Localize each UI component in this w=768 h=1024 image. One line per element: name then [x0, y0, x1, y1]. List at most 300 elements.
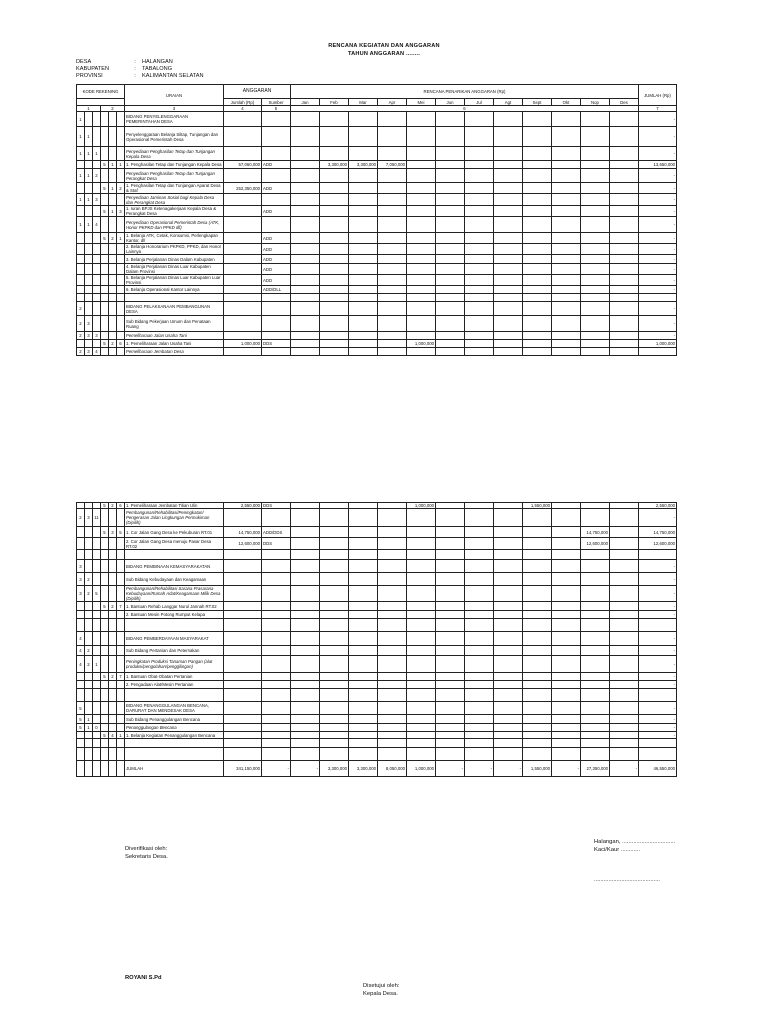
month-cell — [581, 550, 610, 560]
month-cell — [465, 538, 494, 550]
code-cell — [109, 689, 117, 702]
month-cell — [378, 302, 407, 316]
month-cell — [320, 673, 349, 681]
month-cell — [291, 611, 320, 619]
code-cell — [85, 244, 93, 255]
code-cell: 4 — [77, 632, 85, 646]
month-cell — [291, 302, 320, 316]
month-cell — [407, 715, 436, 724]
month-cell — [407, 244, 436, 255]
code-cell — [77, 264, 85, 275]
code-cell: 3 — [85, 316, 93, 332]
code-cell — [109, 646, 117, 656]
month-cell — [291, 183, 320, 194]
anggaran-cell — [224, 244, 262, 255]
code-cell — [93, 646, 101, 656]
code-cell: 1 — [85, 194, 93, 206]
sign-dotline: ......................................... — [594, 877, 661, 883]
month-cell — [494, 348, 523, 356]
header-anggaran: ANGGARAN — [224, 85, 291, 99]
code-cell: 1 — [93, 147, 101, 161]
month-cell — [378, 332, 407, 340]
month-cell — [436, 217, 465, 233]
code-cell — [117, 560, 125, 573]
code-cell — [101, 689, 109, 702]
code-cell: 2 — [85, 656, 93, 673]
code-cell — [109, 194, 117, 206]
month-cell — [465, 264, 494, 275]
rab-table-page-1 — [76, 84, 677, 356]
table-row — [77, 169, 677, 183]
month-cell — [552, 127, 581, 147]
uraian-cell: Penanggulangan Bencana — [125, 724, 224, 732]
total-grand: 46,550,000 — [639, 761, 677, 777]
code-cell — [109, 244, 117, 255]
month-cell — [436, 739, 465, 748]
month-cell — [494, 286, 523, 294]
month-cell — [291, 233, 320, 244]
month-cell — [552, 348, 581, 356]
sumber-cell — [262, 294, 291, 302]
table-row — [77, 646, 677, 656]
month-cell — [610, 112, 639, 127]
month-cell: 3,300,000 — [349, 161, 378, 169]
month-cell — [378, 602, 407, 611]
month-cell — [378, 673, 407, 681]
uraian-cell: 2. Cor Jalan Gang Desa menuju Pasar Desa RT.02 — [125, 538, 224, 550]
month-cell — [291, 715, 320, 724]
month-cell — [407, 748, 436, 761]
anggaran-cell — [224, 550, 262, 560]
month-cell — [320, 294, 349, 302]
header-num: 2 — [101, 106, 125, 112]
code-cell: 6 — [117, 503, 125, 509]
month-cell — [552, 217, 581, 233]
month-cell — [407, 264, 436, 275]
anggaran-cell — [224, 656, 262, 673]
month-cell — [581, 183, 610, 194]
header-month: Mei — [407, 99, 436, 106]
month-cell — [494, 294, 523, 302]
month-cell — [436, 244, 465, 255]
code-cell — [101, 611, 109, 619]
month-cell — [320, 348, 349, 356]
jumlah-cell: - — [639, 509, 677, 527]
month-cell — [610, 147, 639, 161]
code-cell — [109, 560, 117, 573]
month-cell — [465, 147, 494, 161]
month-cell — [291, 681, 320, 689]
code-cell — [109, 538, 117, 550]
code-cell: 5 — [101, 340, 109, 348]
month-cell — [291, 255, 320, 264]
month-cell — [407, 724, 436, 732]
month-cell — [320, 509, 349, 527]
month-cell — [552, 147, 581, 161]
month-cell — [349, 681, 378, 689]
table-row — [77, 724, 677, 732]
month-cell — [436, 632, 465, 646]
uraian-cell: 1. Cor Jalan Gang Desa ke Pekuburan RT.01 — [125, 527, 224, 538]
anggaran-cell — [224, 560, 262, 573]
month-cell — [465, 619, 494, 632]
code-cell — [93, 611, 101, 619]
code-cell — [117, 724, 125, 732]
code-cell — [93, 244, 101, 255]
month-cell — [436, 332, 465, 340]
month-cell — [378, 217, 407, 233]
anggaran-cell — [224, 573, 262, 586]
month-cell — [552, 602, 581, 611]
sumber-cell — [262, 127, 291, 147]
table-row — [77, 332, 677, 340]
month-cell — [494, 147, 523, 161]
anggaran-cell: 12,600,000 — [224, 538, 262, 550]
month-cell — [320, 573, 349, 586]
month-cell — [320, 233, 349, 244]
month-cell — [320, 748, 349, 761]
uraian-cell: BIDANG PEMBERDAYAAN MASYARAKAT — [125, 632, 224, 646]
code-cell — [109, 509, 117, 527]
code-cell — [77, 206, 85, 217]
month-cell — [610, 244, 639, 255]
month-cell — [610, 206, 639, 217]
code-cell — [117, 275, 125, 286]
code-cell: 4 — [109, 732, 117, 739]
month-cell — [610, 233, 639, 244]
month-cell — [465, 169, 494, 183]
jumlah-cell: - — [639, 169, 677, 183]
month-cell — [552, 183, 581, 194]
month-cell — [465, 550, 494, 560]
month-cell — [552, 264, 581, 275]
month-cell — [349, 233, 378, 244]
month-cell — [407, 194, 436, 206]
code-cell — [101, 112, 109, 127]
code-cell — [77, 183, 85, 194]
month-cell — [494, 538, 523, 550]
uraian-cell: 1. Penghasilan Tetap dan Tunjangan Aparat Desa & Staf — [125, 183, 224, 194]
code-cell — [101, 715, 109, 724]
uraian-cell: 1. Iuran BPJS Ketenagakerjaan Kepala Desa & Perangkat Desa — [125, 206, 224, 217]
month-cell — [291, 602, 320, 611]
code-cell — [109, 739, 117, 748]
month-cell — [436, 573, 465, 586]
total-month: - — [436, 761, 465, 777]
code-cell — [101, 169, 109, 183]
anggaran-cell — [224, 127, 262, 147]
header-month: Sept — [523, 99, 552, 106]
month-cell — [523, 233, 552, 244]
month-cell — [552, 340, 581, 348]
code-cell: 1 — [77, 194, 85, 206]
month-cell — [378, 127, 407, 147]
sumber-cell — [262, 586, 291, 602]
sumber-cell — [262, 739, 291, 748]
sumber-cell: ADD — [262, 183, 291, 194]
anggaran-cell — [224, 748, 262, 761]
month-cell — [349, 586, 378, 602]
month-cell — [523, 732, 552, 739]
anggaran-cell — [224, 509, 262, 527]
month-cell — [610, 527, 639, 538]
table-row — [77, 244, 677, 255]
uraian-cell: Pembangunan/Rehabilitasi/Peningkatan/ Pengerasan Jalan Lingkungan Permukiman (Dipilih) — [125, 509, 224, 527]
code-cell — [93, 550, 101, 560]
anggaran-cell — [224, 646, 262, 656]
month-cell — [291, 573, 320, 586]
month-cell: 1,550,000 — [523, 503, 552, 509]
code-cell: 3 — [77, 573, 85, 586]
code-cell: 5 — [101, 527, 109, 538]
month-cell — [581, 233, 610, 244]
header-num: 6 — [291, 106, 639, 112]
code-cell — [77, 673, 85, 681]
month-cell — [407, 302, 436, 316]
code-cell — [109, 761, 117, 777]
month-cell — [291, 169, 320, 183]
code-cell — [77, 294, 85, 302]
month-cell — [465, 715, 494, 724]
code-cell — [85, 761, 93, 777]
jumlah-cell: - — [639, 602, 677, 611]
month-cell — [610, 739, 639, 748]
code-cell: 5 — [101, 183, 109, 194]
code-cell — [93, 681, 101, 689]
uraian-cell: BIDANG PENYELENGGARAAN PEMERINTAHAN DESA — [125, 112, 224, 127]
month-cell — [465, 302, 494, 316]
month-cell — [610, 294, 639, 302]
uraian-cell: 1. Pemeliharaan Jembatan Titian Ulin — [125, 503, 224, 509]
code-cell — [85, 275, 93, 286]
uraian-cell: Peningkatan Produksi Tanaman Pangan (alat produksi/pengolahan/penggilingan) — [125, 656, 224, 673]
uraian-cell — [125, 294, 224, 302]
code-cell — [85, 739, 93, 748]
code-cell — [93, 619, 101, 632]
anggaran-cell — [224, 206, 262, 217]
sumber-cell — [262, 732, 291, 739]
month-cell — [407, 275, 436, 286]
anggaran-cell — [224, 732, 262, 739]
code-cell — [117, 217, 125, 233]
code-cell — [77, 255, 85, 264]
month-cell — [407, 233, 436, 244]
month-cell — [436, 681, 465, 689]
month-cell — [378, 286, 407, 294]
code-cell — [101, 294, 109, 302]
month-cell — [291, 286, 320, 294]
month-cell — [465, 161, 494, 169]
month-cell — [581, 586, 610, 602]
code-cell — [117, 332, 125, 340]
month-cell — [494, 194, 523, 206]
month-cell — [291, 538, 320, 550]
anggaran-cell — [224, 286, 262, 294]
month-cell — [320, 602, 349, 611]
month-cell — [291, 161, 320, 169]
month-cell — [494, 550, 523, 560]
code-cell: 2 — [77, 332, 85, 340]
month-cell — [494, 586, 523, 602]
code-cell — [85, 302, 93, 316]
month-cell — [465, 656, 494, 673]
code-cell — [117, 169, 125, 183]
sumber-cell: ADD — [262, 233, 291, 244]
sumber-cell — [262, 169, 291, 183]
month-cell — [523, 739, 552, 748]
month-cell — [581, 112, 610, 127]
code-cell — [101, 302, 109, 316]
sumber-cell — [262, 560, 291, 573]
month-cell — [581, 264, 610, 275]
total-row — [77, 761, 677, 777]
month-cell — [552, 538, 581, 550]
month-cell — [465, 611, 494, 619]
month-cell — [378, 560, 407, 573]
total-month: 1,000,000 — [407, 761, 436, 777]
month-cell — [494, 264, 523, 275]
month-cell — [349, 275, 378, 286]
code-cell — [109, 147, 117, 161]
month-cell — [494, 217, 523, 233]
month-cell — [610, 550, 639, 560]
month-cell — [378, 340, 407, 348]
code-cell — [101, 724, 109, 732]
code-cell — [93, 632, 101, 646]
month-cell — [320, 255, 349, 264]
sumber-cell — [262, 619, 291, 632]
month-cell — [465, 586, 494, 602]
code-cell — [85, 206, 93, 217]
sumber-cell — [262, 748, 291, 761]
month-cell — [552, 632, 581, 646]
month-cell — [523, 748, 552, 761]
month-cell — [436, 206, 465, 217]
month-cell — [494, 739, 523, 748]
month-cell — [610, 702, 639, 715]
month-cell — [465, 244, 494, 255]
code-cell — [117, 619, 125, 632]
header-sumber: Sumber — [262, 99, 291, 106]
month-cell — [436, 646, 465, 656]
code-cell — [85, 264, 93, 275]
anggaran-cell — [224, 264, 262, 275]
month-cell — [610, 340, 639, 348]
anggaran-cell: 14,750,000 — [224, 527, 262, 538]
code-cell — [77, 761, 85, 777]
uraian-cell: BIDANG PEMBINAAN KEMASYARAKATAN — [125, 560, 224, 573]
code-cell — [93, 233, 101, 244]
sumber-cell: ADD — [262, 275, 291, 286]
code-cell: 1 — [85, 147, 93, 161]
jumlah-cell: 12,600,000 — [639, 538, 677, 550]
month-cell — [581, 702, 610, 715]
month-cell — [523, 724, 552, 732]
month-cell — [610, 732, 639, 739]
month-cell — [610, 264, 639, 275]
anggaran-cell — [224, 194, 262, 206]
code-cell — [117, 702, 125, 715]
anggaran-cell — [224, 673, 262, 681]
month-cell — [581, 724, 610, 732]
code-cell — [101, 194, 109, 206]
month-cell — [320, 302, 349, 316]
table-row — [77, 294, 677, 302]
total-month: 3,300,000 — [320, 761, 349, 777]
code-cell — [117, 646, 125, 656]
month-cell — [494, 302, 523, 316]
code-cell — [77, 550, 85, 560]
code-cell — [101, 550, 109, 560]
month-cell — [494, 646, 523, 656]
code-cell — [85, 286, 93, 294]
month-cell — [552, 724, 581, 732]
month-cell — [465, 748, 494, 761]
month-cell — [291, 217, 320, 233]
jumlah-cell: - — [639, 316, 677, 332]
month-cell — [552, 715, 581, 724]
month-cell — [407, 573, 436, 586]
jumlah-cell — [639, 619, 677, 632]
header-month: Agt — [494, 99, 523, 106]
month-cell — [349, 673, 378, 681]
sumber-cell — [262, 689, 291, 702]
month-cell — [320, 586, 349, 602]
table-row — [77, 732, 677, 739]
month-cell — [436, 286, 465, 294]
jumlah-cell: - — [639, 656, 677, 673]
month-cell — [378, 538, 407, 550]
month-cell — [320, 183, 349, 194]
month-cell — [436, 194, 465, 206]
sumber-cell — [262, 681, 291, 689]
month-cell — [407, 527, 436, 538]
total-month: - — [291, 761, 320, 777]
code-cell — [109, 702, 117, 715]
sign-kades: Kepala Desa. — [363, 991, 398, 997]
uraian-cell — [125, 739, 224, 748]
month-cell — [378, 194, 407, 206]
code-cell: 5 — [101, 206, 109, 217]
month-cell — [581, 560, 610, 573]
code-cell — [117, 586, 125, 602]
jumlah-cell: - — [639, 194, 677, 206]
month-cell — [320, 689, 349, 702]
code-cell — [101, 560, 109, 573]
jumlah-cell — [639, 550, 677, 560]
month-cell — [349, 527, 378, 538]
month-cell — [494, 112, 523, 127]
code-cell: 1 — [85, 169, 93, 183]
month-cell — [320, 169, 349, 183]
month-cell — [407, 586, 436, 602]
header-rencana-penarikan: RENCANA PENARIKAN ANGGARAN (Rp) — [291, 85, 639, 99]
month-cell — [581, 619, 610, 632]
month-cell — [436, 127, 465, 147]
month-cell — [552, 611, 581, 619]
sumber-cell: ADD — [262, 206, 291, 217]
anggaran-cell: 1,000,000 — [224, 340, 262, 348]
month-cell — [320, 217, 349, 233]
month-cell — [581, 689, 610, 702]
jumlah-cell: - — [639, 233, 677, 244]
month-cell — [494, 127, 523, 147]
code-cell — [77, 340, 85, 348]
month-cell — [494, 632, 523, 646]
code-cell — [77, 739, 85, 748]
uraian-cell: BIDANG PENANGGULANGAN BENCANA, DARURAT DAN MENDESAK DESA — [125, 702, 224, 715]
month-cell — [465, 183, 494, 194]
